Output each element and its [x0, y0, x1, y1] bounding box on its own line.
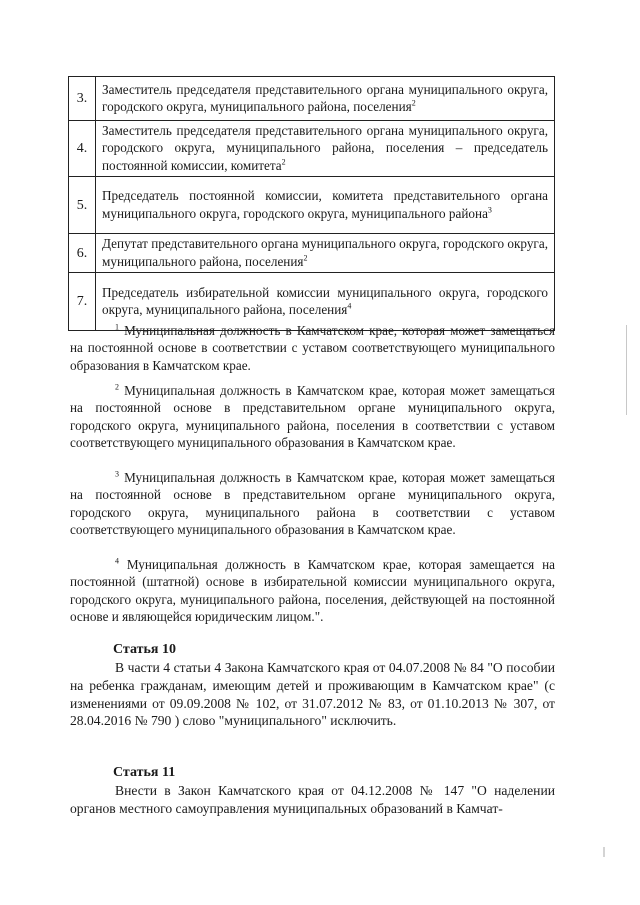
- table-row: [69, 234, 555, 273]
- positions-table: [68, 76, 555, 331]
- row-number: 6.: [69, 234, 96, 273]
- row-text: [96, 77, 555, 121]
- footnote-ref: 2: [281, 157, 286, 167]
- row-number: 4.: [69, 121, 96, 177]
- table-row: [69, 177, 555, 234]
- footnote-mark: 1: [115, 322, 119, 332]
- footnote-4: [70, 556, 555, 625]
- row-number: 3.: [69, 77, 96, 121]
- footnote-1: [70, 322, 555, 374]
- position-title: Председатель избирательной комиссии муниципального округа, городского округа, муниципального района, поселения: [102, 284, 548, 318]
- footnote-text: Муниципальная должность в Камчатском крае, которая может замещаться на постоянной основе в представительном органе муниципального округа, городского округа, муниципального района, поселения в соответствии с уставом соответствующего муниципального образования в Камчатском крае.: [70, 383, 555, 450]
- footnote-ref: 2: [411, 98, 416, 108]
- table-row: [69, 77, 555, 121]
- row-number: 5.: [69, 177, 96, 234]
- footnote-mark: 2: [115, 382, 119, 392]
- footnote-text: Муниципальная должность в Камчатском крае, которая может замещаться на постоянной основе в соответствии с уставом соответствующего муниципального образования в Камчатском крае.: [70, 323, 555, 373]
- row-text: [96, 177, 555, 234]
- footnote-2: [70, 382, 555, 451]
- row-number: 7.: [69, 273, 96, 331]
- footnote-text: Муниципальная должность в Камчатском крае, которая может замещаться на постоянной основе в представительном органе муниципального округа, городского округа, муниципального района в соответствии с уставом соответствующего муниципального образования в Камчатском крае.: [70, 470, 555, 537]
- footnote-3: [70, 469, 555, 538]
- article-11-heading: Статья 11: [113, 765, 176, 780]
- footnote-ref: 4: [347, 301, 352, 311]
- article-10-heading: Статья 10: [113, 642, 176, 657]
- row-text: [96, 234, 555, 273]
- scan-edge-line: [626, 325, 627, 415]
- footnote-text: Муниципальная должность в Камчатском крае, которая замещается на постоянной (штатной) основе в избирательной комиссии муниципального округа, городского округа, муниципального района, поселения, действующей на постоянной основе и являющейся юридическим лицом.".: [70, 557, 555, 624]
- article-10-text: В части 4 статьи 4 Закона Камчатского края от 04.07.2008 № 84 "О пособии на ребенка гражданам, имеющим детей и проживающим в Камчатском крае" (с изменениями от 09.09.2008 № 102, от 31.07.2012 № 83, от 01.10.2013 № 307, от 28.04.2016 № 790 ) слово "муниципального" исключить.: [70, 660, 555, 729]
- position-title: Депутат представительного органа муниципального округа, городского округа, муниципального района, поселения: [102, 236, 548, 269]
- footnote-mark: 4: [115, 556, 119, 566]
- position-title: Председатель постоянной комиссии, комитета представительного органа муниципального округа, городского округа, муниципального района: [102, 188, 548, 221]
- footnote-ref: 3: [487, 205, 492, 215]
- footnote-mark: 3: [115, 469, 119, 479]
- scan-artifact: [603, 847, 605, 857]
- footnote-ref: 2: [303, 253, 308, 263]
- row-text: [96, 121, 555, 177]
- position-title: Заместитель председателя представительного органа муниципального округа, городского округа, муниципального района, поселения: [102, 81, 548, 114]
- table-row: [69, 121, 555, 177]
- position-title: Заместитель председателя представительного органа муниципального округа, городского округа, муниципального района, поселения – председатель постоянной комиссии, комитета: [102, 123, 548, 173]
- article-11-text: Внести в Закон Камчатского края от 04.12.2008 № 147 "О наделении органов местного самоуправления муниципальных образований в Камчат-: [70, 783, 555, 816]
